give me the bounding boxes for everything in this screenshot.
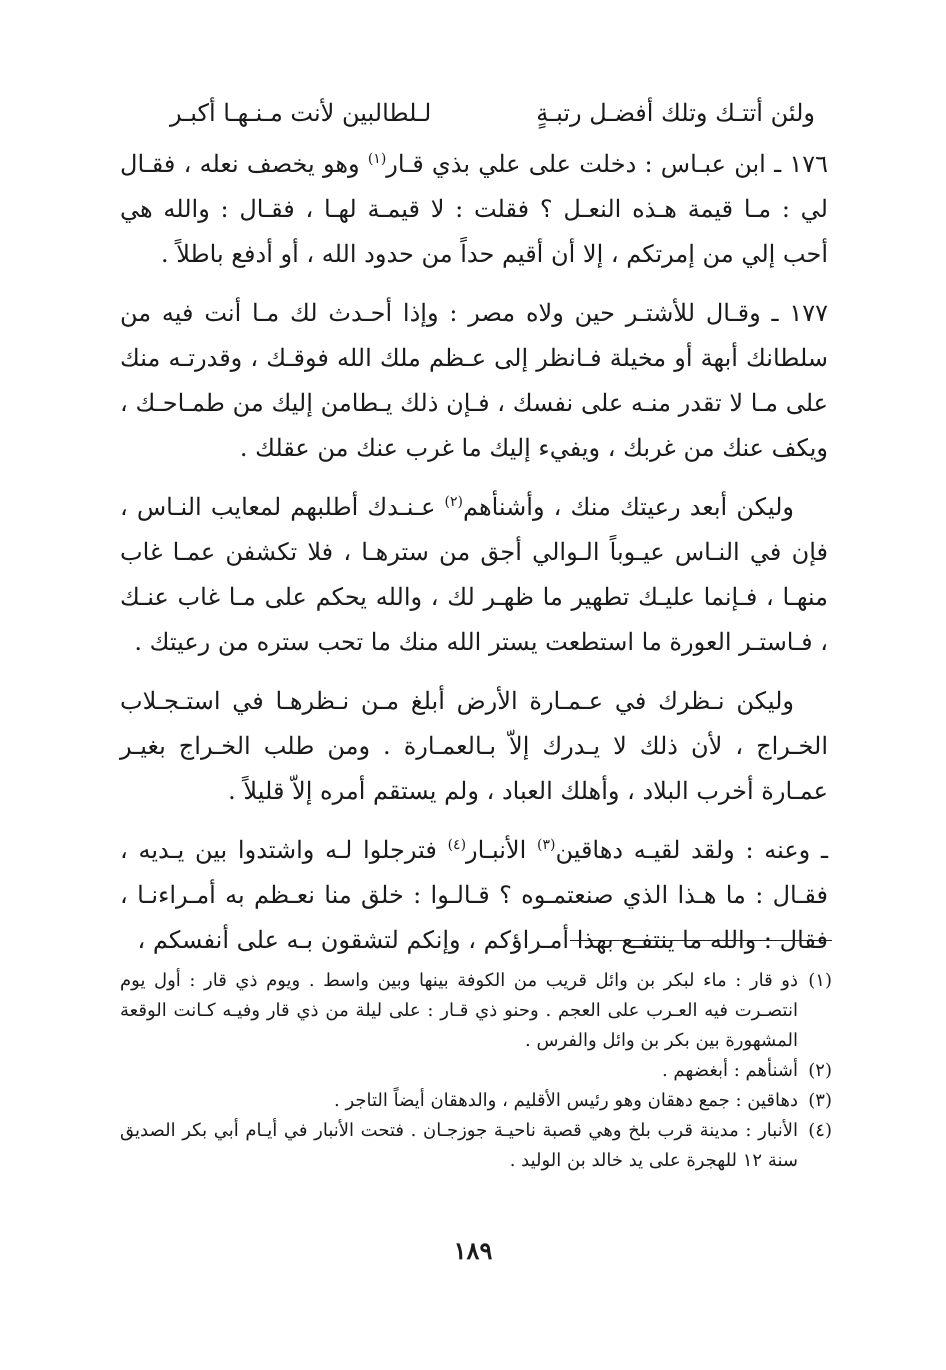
paragraph-text: ـ وعنه : ولقد لقيـه دهاقين [555, 836, 829, 864]
verse-hemistich-right: ولئن أتتـك وتلك أفضـل رتبـةٍ [536, 99, 815, 127]
paragraph-text: ١٧٧ ـ وقـال للأشتـر حين ولاه مصر : وإذا أحـدث لك مـا أنت فيه من سلطانك أبهة أو مخيلة فـانظر إلى عـظم ملك الله فوقـك ، وقدرتـه منك على مـا لا تقدر منـه على نفسك ، فـإن ذلك يـطامن إليك من طمـاحـك ، ويكف عنك من غربك ، ويفيء إليك ما غرب عنك من عقلك . [120, 299, 828, 462]
footnote-ref: (٤) [447, 837, 467, 853]
paragraph-text: فترجلوا لـه واشتدوا بين يـديه ، فقـال : ما هـذا الذي صنعتمـوه ؟ قـالـوا : خلق منا نعـظم به أمـراءنـا ، فقال : والله ما ينتفـع بهذا أمـراؤكم ، وإنكم لتشقون بـه على أنفسكم ، [120, 836, 828, 954]
footnote-text: ذو قار : ماء لبكر بن وائل قريب من الكوفة بينها وبين واسط . ويوم ذي قار : أول يوم انتصـرت فيه العـرب على العجم . وحنو ذي قـار : على ليلة من ذي قار وفيـه كـانت الوقعة المشهورة بين بكر بن وائل والفرس . [120, 970, 798, 1051]
paragraph-176 [120, 142, 828, 277]
paragraph-text: وليكن نـظرك في عـمـارة الأرض أبلغ مـن نـظرهـا في استـجـلاب الخـراج ، لأن ذلك لا يـدرك إلاّ بـالعمـارة . ومن طلب الخـراج بغيـر عمـارة أخرب البلاد ، وأهلك العباد ، ولم يستقم أمره إلاّ قليلاً . [120, 687, 828, 805]
footnote-1 [120, 966, 832, 1056]
paragraph-text: عـنـدك أطلبهم لمعايب النـاس ، فإن في النـاس عيـوباً الـوالي أجق من سترهـا ، فلا تكشفن عمـا غاب منهـا ، فـإنما عليـك تطهير ما ظهـر لك ، والله يحكم على مـا غاب عنـك ، فـاستـر العورة ما استطعت يستر الله منك ما تحب ستره من رعيتك . [120, 493, 828, 656]
paragraph-text: وليكن أبعد رعيتك منك ، وأشنأهم [462, 493, 794, 521]
footnote-text: دهاقين : جمع دهقان وهو رئيس الأقليم ، والدهقان أيضاً التاجر . [334, 1090, 798, 1111]
footnote-ref: (٢) [444, 494, 463, 510]
footnote-ref: (١) [367, 151, 387, 167]
paragraph-text: الأنبـار [466, 836, 537, 864]
paragraph-177 [120, 291, 828, 471]
footnote-separator [570, 940, 832, 941]
footnotes [120, 966, 832, 1176]
footnote-text: أشنأهم : أبغضهم . [661, 1060, 798, 1081]
footnote-number: (٢) [808, 1060, 832, 1081]
footnote-text: الأنبار : مدينة قرب بلخ وهي قصبة ناحيـة جوزجـان . فتحت الأنبار في أيـام أبي بكر الصديق سنة ١٢ للهجرة على يد خالد بن الوليد . [120, 1120, 798, 1171]
footnote-2 [120, 1056, 832, 1086]
verse-hemistich-left: لـلطالبين لأنت مـنـهـا أكبـر [170, 99, 432, 127]
paragraph-177-d [120, 828, 828, 963]
footnote-4 [120, 1116, 832, 1176]
verse-line [150, 90, 815, 136]
footnote-number: (٤) [808, 1120, 832, 1141]
main-text [120, 142, 828, 977]
paragraph-text: ١٧٦ ـ ابن عبـاس : دخلت على علي بذي قـار [386, 150, 829, 178]
footnote-number: (١) [808, 970, 832, 991]
paragraph-177-b [120, 485, 828, 665]
footnote-3 [120, 1086, 832, 1116]
paragraph-177-c [120, 679, 828, 814]
footnote-ref: (٣) [536, 837, 556, 853]
footnote-number: (٣) [808, 1090, 832, 1111]
page-number: ١٨٩ [453, 1236, 493, 1265]
paragraph-text: وهو يخصف نعله ، فقـال لي : مـا قيمة هـذه النعـل ؟ فقلت : لا قيمـة لهـا ، فقـال : والله هي أحب إلي من إمرتكم ، إلا أن أقيم حداً من حدود الله ، أو أدفع باطلاً . [120, 150, 828, 268]
